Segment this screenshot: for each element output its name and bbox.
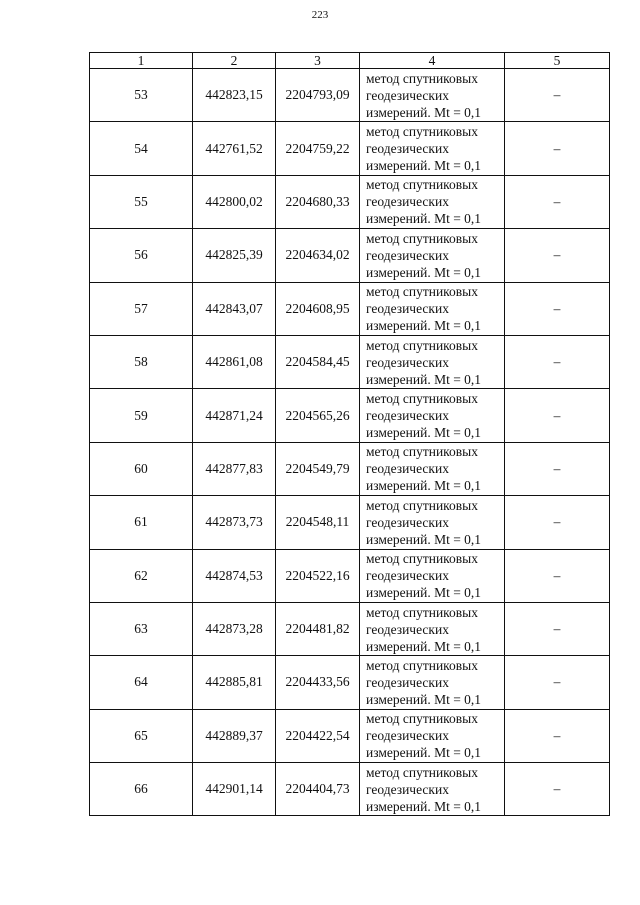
method-text-line: измерений. Mt = 0,1 [366, 798, 482, 814]
y-coordinate-cell: 2204759,22 [276, 122, 360, 175]
column-header-4: 4 [360, 53, 505, 69]
table-row [90, 763, 610, 816]
x-coordinate-cell: 442889,37 [193, 709, 276, 762]
point-number-cell: 55 [90, 175, 193, 228]
accuracy-dash-cell: – [505, 175, 610, 228]
method-text-line: метод спутниковых [366, 284, 478, 300]
method-text-line: измерений. Mt = 0,1 [366, 585, 482, 601]
accuracy-dash-cell: – [505, 69, 610, 122]
method-text-line: метод спутниковых [366, 444, 478, 460]
y-coordinate-cell: 2204680,33 [276, 175, 360, 228]
method-text-line: геодезических [366, 301, 449, 317]
method-text-line: измерений. Mt = 0,1 [366, 264, 482, 280]
method-text-line: измерений. Mt = 0,1 [366, 691, 482, 707]
method-cell [360, 602, 505, 655]
method-text-line: метод спутниковых [366, 497, 478, 513]
y-coordinate-cell: 2204422,54 [276, 709, 360, 762]
method-text-line: метод спутниковых [366, 604, 478, 620]
method-cell [360, 763, 505, 816]
method-cell [360, 709, 505, 762]
y-coordinate-cell: 2204433,56 [276, 656, 360, 709]
page-number: 223 [311, 9, 329, 21]
point-number-cell: 56 [90, 229, 193, 282]
method-text-line: геодезических [366, 674, 449, 690]
table-row [90, 389, 610, 442]
x-coordinate-cell: 442843,07 [193, 282, 276, 335]
y-coordinate-cell: 2204481,82 [276, 602, 360, 655]
header-row [90, 53, 610, 69]
point-number-cell: 63 [90, 602, 193, 655]
x-coordinate-cell: 442885,81 [193, 656, 276, 709]
method-text-line: геодезических [366, 781, 449, 797]
accuracy-dash-cell: – [505, 335, 610, 388]
accuracy-dash-cell: – [505, 442, 610, 495]
column-header-5: 5 [505, 53, 610, 69]
method-cell [360, 656, 505, 709]
method-cell [360, 496, 505, 549]
x-coordinate-cell: 442800,02 [193, 175, 276, 228]
accuracy-dash-cell: – [505, 602, 610, 655]
accuracy-dash-cell: – [505, 229, 610, 282]
method-text-line: геодезических [366, 461, 449, 477]
method-cell [360, 335, 505, 388]
method-cell [360, 549, 505, 602]
method-text-line: измерений. Mt = 0,1 [366, 371, 482, 387]
y-coordinate-cell: 2204584,45 [276, 335, 360, 388]
accuracy-dash-cell: – [505, 763, 610, 816]
table-row [90, 229, 610, 282]
table-row [90, 335, 610, 388]
method-text-line: метод спутниковых [366, 230, 478, 246]
method-text-line: измерений. Mt = 0,1 [366, 425, 482, 441]
method-text-line: геодезических [366, 728, 449, 744]
method-cell [360, 175, 505, 228]
method-cell [360, 282, 505, 335]
accuracy-dash-cell: – [505, 122, 610, 175]
method-text-line: метод спутниковых [366, 551, 478, 567]
x-coordinate-cell: 442825,39 [193, 229, 276, 282]
x-coordinate-cell: 442873,28 [193, 602, 276, 655]
column-header-3: 3 [276, 53, 360, 69]
accuracy-dash-cell: – [505, 549, 610, 602]
method-text-line: метод спутниковых [366, 124, 478, 140]
table-body [90, 69, 610, 816]
method-text-line: метод спутниковых [366, 764, 478, 780]
x-coordinate-cell: 442901,14 [193, 763, 276, 816]
x-coordinate-cell: 442823,15 [193, 69, 276, 122]
point-number-cell: 53 [90, 69, 193, 122]
y-coordinate-cell: 2204565,26 [276, 389, 360, 442]
method-text-line: геодезических [366, 194, 449, 210]
y-coordinate-cell: 2204404,73 [276, 763, 360, 816]
y-coordinate-cell: 2204793,09 [276, 69, 360, 122]
point-number-cell: 62 [90, 549, 193, 602]
accuracy-dash-cell: – [505, 389, 610, 442]
method-text-line: метод спутниковых [366, 391, 478, 407]
column-header-2: 2 [193, 53, 276, 69]
y-coordinate-cell: 2204548,11 [276, 496, 360, 549]
x-coordinate-cell: 442873,73 [193, 496, 276, 549]
method-text-line: измерений. Mt = 0,1 [366, 531, 482, 547]
method-text-line: геодезических [366, 514, 449, 530]
column-header-1: 1 [90, 53, 193, 69]
method-text-line: геодезических [366, 141, 449, 157]
point-number-cell: 58 [90, 335, 193, 388]
accuracy-dash-cell: – [505, 709, 610, 762]
method-text-line: измерений. Mt = 0,1 [366, 638, 482, 654]
table-row [90, 602, 610, 655]
point-number-cell: 66 [90, 763, 193, 816]
y-coordinate-cell: 2204634,02 [276, 229, 360, 282]
method-cell [360, 122, 505, 175]
x-coordinate-cell: 442871,24 [193, 389, 276, 442]
y-coordinate-cell: 2204549,79 [276, 442, 360, 495]
point-number-cell: 59 [90, 389, 193, 442]
x-coordinate-cell: 442861,08 [193, 335, 276, 388]
method-text-line: метод спутниковых [366, 70, 478, 86]
method-text-line: метод спутниковых [366, 657, 478, 673]
table-row [90, 282, 610, 335]
method-text-line: метод спутниковых [366, 177, 478, 193]
accuracy-dash-cell: – [505, 656, 610, 709]
x-coordinate-cell: 442874,53 [193, 549, 276, 602]
table-row [90, 69, 610, 122]
method-cell [360, 229, 505, 282]
method-text-line: геодезических [366, 568, 449, 584]
accuracy-dash-cell: – [505, 282, 610, 335]
method-cell [360, 69, 505, 122]
table-header [90, 53, 610, 69]
table-row [90, 656, 610, 709]
table-row [90, 175, 610, 228]
table-row [90, 549, 610, 602]
method-text-line: измерений. Mt = 0,1 [366, 104, 482, 120]
method-text-line: метод спутниковых [366, 711, 478, 727]
y-coordinate-cell: 2204522,16 [276, 549, 360, 602]
method-text-line: геодезических [366, 247, 449, 263]
method-text-line: измерений. Mt = 0,1 [366, 745, 482, 761]
method-text-line: измерений. Mt = 0,1 [366, 158, 482, 174]
method-cell [360, 442, 505, 495]
x-coordinate-cell: 442761,52 [193, 122, 276, 175]
method-text-line: геодезических [366, 621, 449, 637]
point-number-cell: 54 [90, 122, 193, 175]
point-number-cell: 65 [90, 709, 193, 762]
method-text-line: метод спутниковых [366, 337, 478, 353]
method-text-line: геодезических [366, 408, 449, 424]
point-number-cell: 64 [90, 656, 193, 709]
method-text-line: измерений. Mt = 0,1 [366, 478, 482, 494]
table-row [90, 709, 610, 762]
point-number-cell: 61 [90, 496, 193, 549]
table-row [90, 442, 610, 495]
point-number-cell: 57 [90, 282, 193, 335]
table-row [90, 496, 610, 549]
table-row [90, 122, 610, 175]
method-cell [360, 389, 505, 442]
point-number-cell: 60 [90, 442, 193, 495]
y-coordinate-cell: 2204608,95 [276, 282, 360, 335]
coordinates-table [89, 52, 610, 816]
x-coordinate-cell: 442877,83 [193, 442, 276, 495]
method-text-line: геодезических [366, 87, 449, 103]
method-text-line: измерений. Mt = 0,1 [366, 318, 482, 334]
accuracy-dash-cell: – [505, 496, 610, 549]
method-text-line: измерений. Mt = 0,1 [366, 211, 482, 227]
method-text-line: геодезических [366, 354, 449, 370]
